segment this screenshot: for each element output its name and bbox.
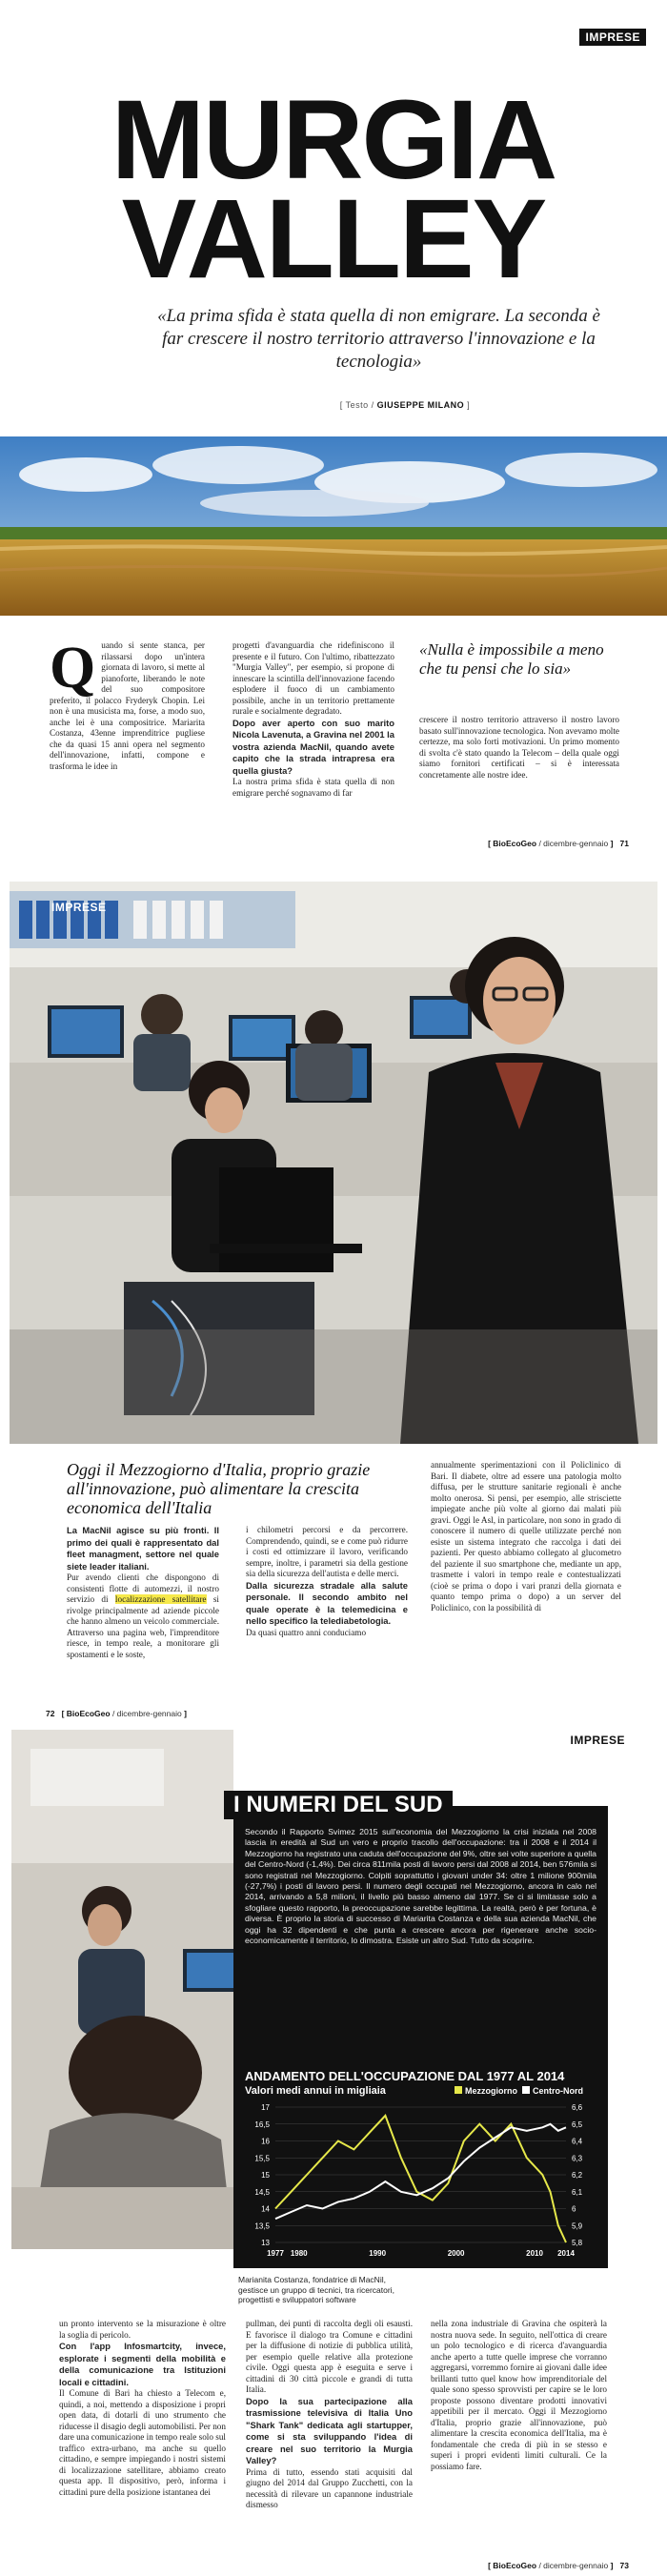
- x-tick-label: 1980: [290, 2249, 308, 2258]
- chart-legend: [455, 2086, 583, 2096]
- chart-plot: [233, 2099, 608, 2271]
- credit-suffix: ]: [464, 400, 471, 410]
- folio-magazine: BioEcoGeo: [493, 2561, 537, 2570]
- folio-page-number: 71: [619, 839, 629, 848]
- p2-col1-bold: La MacNil agisce su più fronti. Il primo dei quali è rappresentato dal fleet managment, settore nel quale siete leader italiani.: [67, 1525, 219, 1572]
- left-tick-label: 17: [261, 2103, 270, 2112]
- x-tick-label: 1977: [267, 2249, 284, 2258]
- title-line-2: VALLEY: [121, 176, 546, 302]
- office-photo: [10, 882, 657, 1444]
- credit-author: GIUSEPPE MILANO: [376, 400, 465, 410]
- left-tick-label: 15,5: [254, 2154, 270, 2163]
- p2-col1-text-a: Pur avendo clienti che dispongono di consistenti flotte di automezzi, il nostro servizio di: [67, 1572, 219, 1604]
- p1-column-3: crescere il nostro territorio attraverso il nostro lavoro basato sull'innovazione tecnologica. Non avevamo molte certezze, ma solo forti motivazioni. Un primo momento di svolta c'è stato quando la Telecom – della quale oggi siamo fornitori certificati – si è interessata concretamente alle nostre idee.: [419, 715, 619, 780]
- lead-quote: «La prima sfida è stata quella di non emigrare. La seconda è far crescere il nostro territorio attraverso l'innovazione e la tecnologia»: [157, 306, 600, 372]
- p1-col1-text: uando si sente stanca, per rilassarsi dopo un'intera giornata di lavoro, si mette al pianoforte, liberando le note del suo compositore preferito, il polacco Fryderyk Chopin. Lei non è una musicista ma, forse, a modo suo, anche lei è una compositrice. Mariarita Costanza, 43enne imprenditrice pugliese che da quasi 15 anni opera nel segmento dell'innovazione, infatti, compone e trasforma le idee in: [50, 640, 205, 771]
- series-line-mezzogiorno: [275, 2116, 566, 2242]
- article-title: [57, 77, 610, 302]
- section-tag: IMPRESE: [579, 29, 646, 46]
- series-line-centro-nord: [275, 2124, 566, 2219]
- dropcap: Q: [50, 636, 96, 700]
- chart-subtitle: Valori medi annui in migliaia: [245, 2085, 386, 2097]
- legend-swatch-centro-nord: [522, 2086, 530, 2094]
- pull-quote: «Nulla è impossibile a meno che tu pensi che lo sia»: [419, 640, 604, 678]
- p2-col1-text-b: si rivolge principalmente ad aziende piccole che hanno almeno un veicolo commerciale. Attraverso una pagina web, l'imprenditore riesce, in tempo reale, a monitorare gli spostamenti e le soste,: [67, 1594, 219, 1659]
- p2-col2-text-b: Da quasi quattro anni conduciamo: [246, 1627, 367, 1637]
- p3-col1-bold: Con l'app Infosmartcity, invece, esplorate i segmenti della mobilità e della comunicazione tra Istituzioni locali e cittadini.: [59, 2341, 226, 2387]
- right-tick-label: 6,2: [572, 2171, 583, 2180]
- chart-title: ANDAMENTO DELL'OCCUPAZIONE DAL 1977 AL 2014: [245, 2069, 565, 2083]
- right-tick-label: 6,1: [572, 2187, 583, 2197]
- right-tick-label: 6,3: [572, 2154, 583, 2163]
- folio-page-number: 73: [619, 2561, 629, 2570]
- right-tick-label: 6,4: [572, 2137, 583, 2146]
- p3-column-3: nella zona industriale di Gravina che ospiterà la nostra nuova sede. In seguito, nell'ottica di creare un polo tecnologico e di ricerca d'avanguardia anche aperto a tutte quelle imprese che vorranno aggregarsi, vorremmo fornire ai giovani dalle idee brillanti tutto quel know how imprenditoriale del quale sono spesso sprovvisti per capire se le loro proposte possono diventare prodotti innovativi appetibili per il mercato. Oggi il Mezzogiorno d'Italia, proprio grazie all'innovazione, può alimentare la crescita economica dell'Italia, ma è fondamentale che creda di più in se stesso e superi i propri evidenti limiti culturali. Ce la possiamo fare.: [431, 2319, 607, 2471]
- p3-col2-text-a: pullman, dei punti di raccolta degli oli esausti. E favorisce il dialogo tra Comune e cittadini per la diffusione di notizie di pubblica utilità, per esempio quelle relative alla protezione civile. Oggi questa app è eseguita e serve i cittadini di 30 città piccole e grandi di tutta Italia.: [246, 2319, 413, 2394]
- legend-mezzogiorno: Mezzogiorno: [465, 2086, 517, 2096]
- box-title: I NUMERI DEL SUD: [224, 1791, 453, 1819]
- employment-chart: [233, 2063, 608, 2268]
- p3-col2-text-b: Prima di tutto, essendo stati acquisiti dal giugno del 2014 dal Gruppo Zucchetti, con la necessità di rilevare un capannone industriale dismesso: [246, 2466, 413, 2509]
- wheat-field-photo: [0, 436, 667, 616]
- p2-col2-bold: Dalla sicurezza stradale alla salute personale. Il secondo ambito nel quale operate è la telemedicina e nello specifico la telediabetologia.: [246, 1579, 408, 1626]
- p2-col2-text-a: i chilometri percorsi e da percorrere. Comprendendo, quindi, se e come può ridurre i costi ed ottimizzare il lavoro, verificando sempre, inoltre, i parametri sia della gestione sia della sicurezza dell'autista e delle merci.: [246, 1525, 408, 1578]
- p2-column-1: [67, 1525, 219, 1660]
- left-tick-label: 14,5: [254, 2187, 270, 2197]
- worker-photo: [11, 1730, 233, 2249]
- folio-issue: dicembre-gennaio: [116, 1709, 182, 1718]
- author-credit: [191, 400, 619, 410]
- left-tick-label: 14: [261, 2204, 270, 2214]
- p3-column-1: [59, 2319, 226, 2498]
- folio-magazine: BioEcoGeo: [493, 839, 537, 848]
- right-tick-label: 5,9: [572, 2221, 583, 2231]
- p1-column-1: [50, 636, 205, 772]
- p2-column-2: [246, 1525, 408, 1638]
- page-73: [0, 1720, 667, 2576]
- legend-centro-nord: Centro-Nord: [533, 2086, 584, 2096]
- right-tick-label: 6,5: [572, 2120, 583, 2129]
- right-tick-label: 6: [572, 2204, 576, 2214]
- x-tick-label: 2010: [526, 2249, 543, 2258]
- right-tick-label: 5,8: [572, 2239, 583, 2247]
- left-tick-label: 13: [261, 2239, 270, 2247]
- left-tick-label: 16: [261, 2137, 270, 2146]
- right-tick-label: 6,6: [572, 2103, 583, 2112]
- x-tick-label: 2000: [447, 2249, 465, 2258]
- folio-page-number: 72: [46, 1709, 55, 1718]
- page-71: [0, 0, 667, 882]
- p2-column-3: annualmente sperimentazioni con il Policlinico di Bari. Il diabete, oltre ad essere una patologia molto diffusa, per le strutture sanitarie regionali è anche molto onerosa. Si pensi, per esempio, alle strisciette impiegate anche più volte al giorno dai malati più gravi. Oggi le Asl, in particolare, non sono in grado di conoscere il numero di quelle utilizzate perché non esiste un sistema integrato che raccolga i dati dei pazienti. Per questo abbiamo collegato al glucometro del paziente il suo smartphone che, mediante un app, trasmette i valori in tempo reale e contestualizzati (cioè se prima o dopo i vari pranzi della giornata e quanto tempo prima o dopo) a un server del Policlinico, con la possibilità di: [431, 1460, 621, 1613]
- left-tick-label: 16,5: [254, 2120, 270, 2129]
- p1-col2-text-a: progetti d'avanguardia che ridefiniscono il presente e il futuro. Con l'ultimo, ribattezzato "Murgia Valley", per esempio, si propone di innescare la scintilla dell'innovazione facendo esplodere il fuoco di un cambiamento possibile, anche in un territorio prettamente rurale e socialmente degradato.: [232, 640, 394, 716]
- p3-col1-text-a: un pronto intervento se la misurazione è oltre la soglia di pericolo.: [59, 2319, 226, 2340]
- credit-prefix: [ Testo /: [339, 400, 377, 410]
- highlighted-term: localizzazione satellitare: [114, 1594, 207, 1604]
- interview-question: Dopo aver aperto con suo marito Nicola Lavenuta, a Gravina nel 2001 la vostra azienda MacNil, quando avete capito che la strada intrapresa era quella giusta?: [232, 717, 394, 776]
- folio-72: 72 [ BioEcoGeo / dicembre-gennaio ]: [46, 1709, 187, 1718]
- section-tag-p72: IMPRESE: [51, 901, 107, 914]
- page-72: [0, 882, 667, 1720]
- photo-caption: Marianita Costanza, fondatrice di MacNil, gestisce un gruppo di tecnici, tra ricercatori, progettisti e sviluppatori software: [238, 2275, 394, 2304]
- p3-column-2: [246, 2319, 413, 2511]
- p1-column-2: [232, 640, 394, 799]
- box-text: Secondo il Rapporto Svimez 2015 sull'economia del Mezzogiorno la crisi iniziata nel 2008 lascia in eredità al Sud un vero e proprio tracollo dell'occupazione: tra il 2008 e il 2014 il Mezzogiorno ha registrato una caduta dell'occupazione del 9%, oltre sei volte superiore a quella del Centro-Nord (-1,4%). Dei circa 811mila posti di lavoro persi dal 2008 al 2014, ben 576mila si sono registrati nel Mezzogiorno. Colpiti soprattutto i giovani under 34: oltre 1 milione 900mila (-27,7%) i posti di lavoro persi. Il numero degli occupati nel Mezzogiorno, ancora in calo nel 2014, arrivando a 5,8 milioni, il livello più basso almeno dal 1977. Se ci si limitasse solo a sfogliare questo rapporto, la preoccupazione sarebbe legittima. La realtà, però è per fortuna, è diversa. È proprio la storia di successo di Mariarita Costanza e della sua azienda MacNil, che oggi ha 32 dipendenti e che punta a crescere ancora per rigenerare anche socio-economicamente il territorio, lo dimostra. Esiste un altro Sud. Tutto da scoprire.: [245, 1827, 596, 1946]
- legend-swatch-mezzogiorno: [455, 2086, 462, 2094]
- numbers-box: [233, 1792, 608, 2063]
- folio-71: [ BioEcoGeo / dicembre-gennaio ] 71: [488, 839, 629, 848]
- section-tag-p73: IMPRESE: [570, 1734, 625, 1747]
- left-tick-label: 13,5: [254, 2221, 270, 2231]
- folio-issue: dicembre-gennaio: [543, 839, 609, 848]
- title-line-1: MURGIA: [111, 77, 556, 203]
- p1-col2-text-b: La nostra prima sfida è stata quella di non emigrare perché sognavamo di far: [232, 777, 394, 798]
- x-tick-label: 2014: [557, 2249, 575, 2258]
- section-heading: Oggi il Mezzogiorno d'Italia, proprio grazie all'innovazione, può alimentare la crescita economica dell'Italia: [67, 1460, 371, 1517]
- folio-magazine: BioEcoGeo: [66, 1709, 111, 1718]
- x-tick-label: 1990: [369, 2249, 387, 2258]
- folio-73: [ BioEcoGeo / dicembre-gennaio ] 73: [488, 2561, 629, 2570]
- folio-issue: dicembre-gennaio: [543, 2561, 609, 2570]
- p3-col1-text-b: Il Comune di Bari ha chiesto a Telecom e, quindi, a noi, mettendo a disposizione i propri open data, di dotarli di uno strumento che riducesse il disagio degli automobilisti. Per non dare una comunicazione in tempo reale solo sul traffico extra-urbano, ma anche su quello cittadino, e sempre impiegando i nostri sistemi di localizzazione satellitare, abbiamo creato questa app. Il dispositivo, però, informa i cittadini pure della posizione istantanea dei: [59, 2388, 226, 2497]
- left-tick-label: 15: [261, 2171, 270, 2180]
- p3-col2-bold: Dopo la sua partecipazione alla trasmissione televisiva di Italia Uno "Shark Tank" dedicata agli startupper, come si sta sviluppando l'idea di creare nel suo territorio la Murgia Valley?: [246, 2395, 413, 2465]
